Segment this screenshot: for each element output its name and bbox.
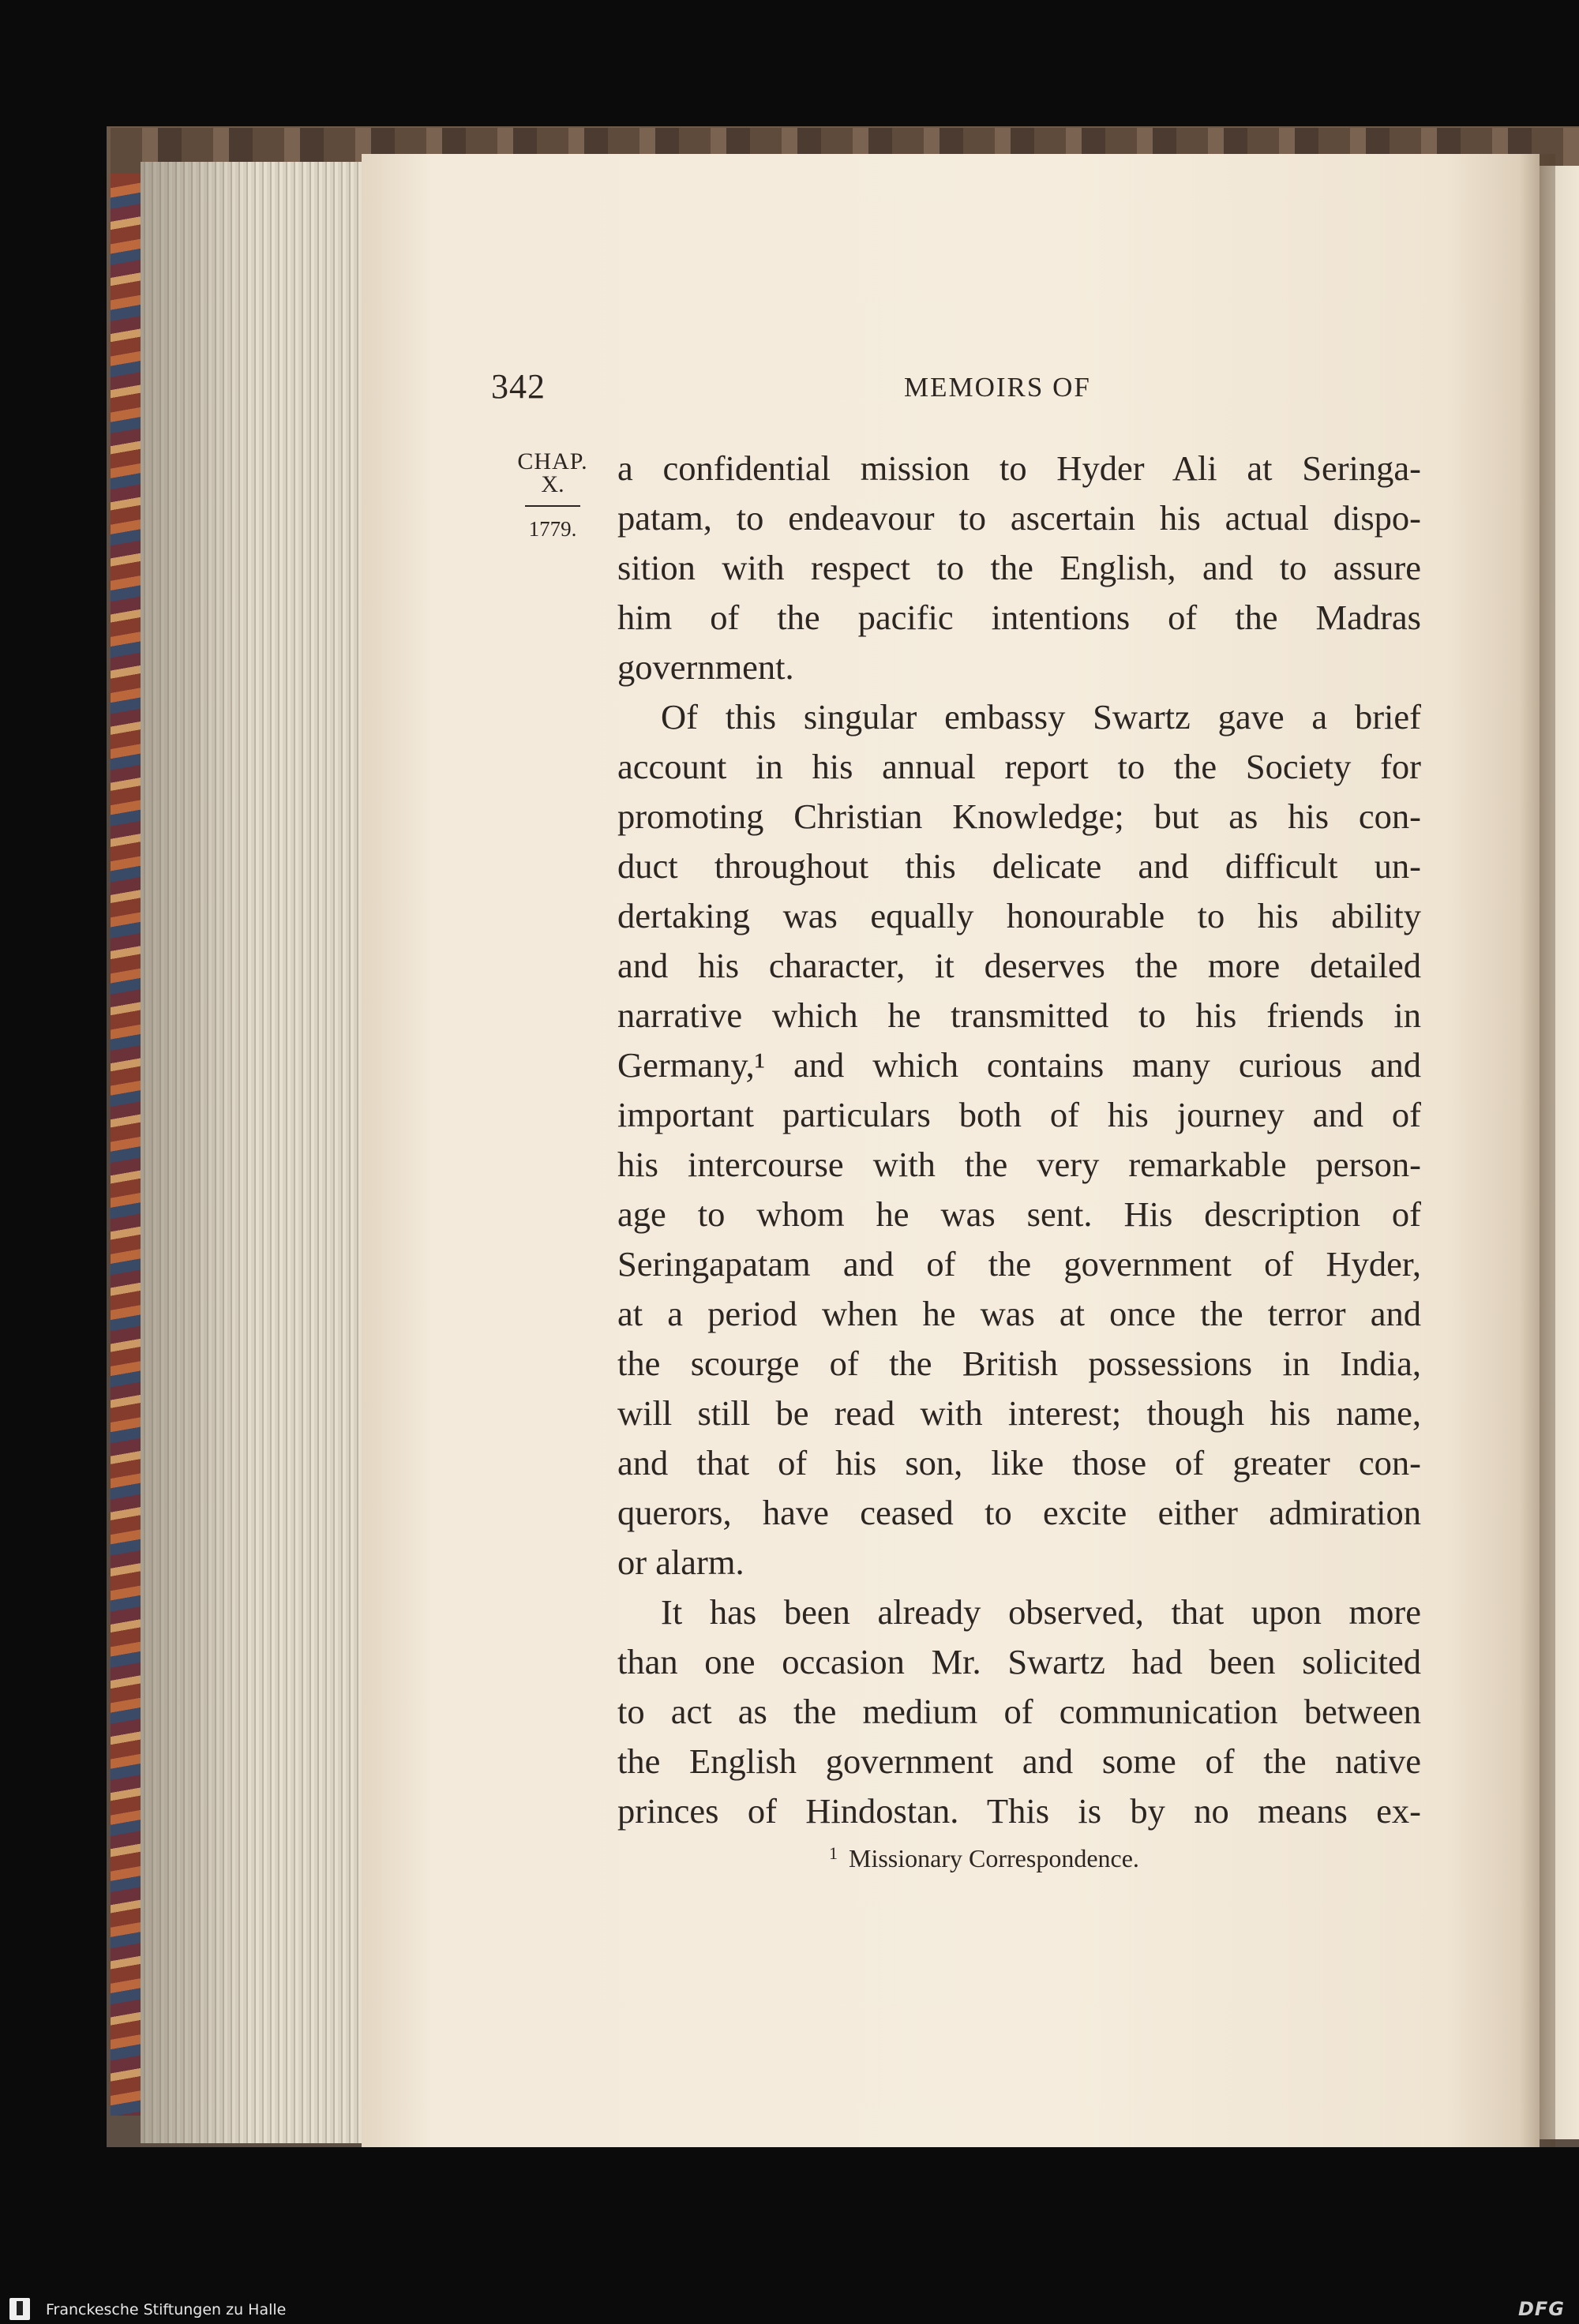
text-line: will still be read with interest; though his name, bbox=[617, 1393, 1421, 1433]
gutter-shadow bbox=[1520, 154, 1555, 2147]
footnote-text: Missionary Correspondence. bbox=[849, 1844, 1139, 1872]
margin-year: 1779. bbox=[528, 517, 577, 541]
text-line: duct throughout this delicate and difficult un- bbox=[617, 846, 1421, 886]
text-line: and that of his son, like those of greater con- bbox=[617, 1443, 1421, 1482]
text-line: him of the pacific intentions of the Madras bbox=[617, 598, 1421, 637]
text-line: or alarm. bbox=[617, 1542, 744, 1582]
running-title: MEMOIRS OF bbox=[904, 372, 1091, 403]
text-line: sition with respect to the English, and to assure bbox=[617, 548, 1421, 587]
text-line: to act as the medium of communication between bbox=[617, 1692, 1421, 1731]
chapter-label: CHAP. bbox=[517, 448, 588, 474]
text-line: than one occasion Mr. Swartz had been solicited bbox=[617, 1642, 1421, 1681]
text-line: a confidential mission to Hyder Ali at Seringa- bbox=[617, 448, 1421, 488]
text-line: important particulars both of his journey and of bbox=[617, 1095, 1421, 1134]
institution-logo-icon bbox=[9, 2298, 30, 2320]
text-line: Seringapatam and of the government of Hyder, bbox=[617, 1244, 1421, 1284]
footnote-mark: 1 bbox=[829, 1843, 838, 1863]
viewer-footer bbox=[0, 2293, 1579, 2324]
text-line: account in his annual report to the Society for bbox=[617, 747, 1421, 786]
text-line: narrative which he transmitted to his friends in bbox=[617, 995, 1421, 1035]
text-line: government. bbox=[617, 647, 794, 687]
text-line: and his character, it deserves the more detailed bbox=[617, 946, 1421, 985]
text-line: patam, to endeavour to ascertain his actual dispo- bbox=[617, 498, 1421, 538]
text-line: It has been already observed, that upon more bbox=[661, 1592, 1421, 1632]
margin-note bbox=[505, 450, 600, 540]
margin-rule bbox=[525, 505, 580, 507]
body-text bbox=[617, 444, 1421, 1836]
text-line: Germany,¹ and which contains many curious and bbox=[617, 1045, 1421, 1085]
text-line: his intercourse with the very remarkable person- bbox=[617, 1145, 1421, 1184]
text-line: querors, have ceased to excite either admiration bbox=[617, 1493, 1421, 1532]
text-line: promoting Christian Knowledge; but as his con- bbox=[617, 797, 1421, 836]
marbled-edge bbox=[111, 174, 142, 2116]
footnote bbox=[829, 1843, 1139, 1873]
institution-name: Franckesche Stiftungen zu Halle bbox=[46, 2301, 287, 2318]
text-line: princes of Hindostan. This is by no means ex- bbox=[617, 1791, 1421, 1831]
dfg-logo: DFG bbox=[1517, 2298, 1565, 2320]
text-line: the scourge of the British possessions in India, bbox=[617, 1344, 1421, 1383]
text-line: the English government and some of the native bbox=[617, 1741, 1421, 1781]
chapter-number: X. bbox=[541, 471, 564, 497]
text-line: at a period when he was at once the terror and bbox=[617, 1294, 1421, 1333]
page-number: 342 bbox=[491, 367, 546, 406]
page-edges-shadow bbox=[141, 162, 251, 2143]
text-line: age to whom he was sent. His description of bbox=[617, 1194, 1421, 1234]
text-line: Of this singular embassy Swartz gave a brief bbox=[661, 697, 1421, 737]
text-line: dertaking was equally honourable to his ability bbox=[617, 896, 1421, 935]
